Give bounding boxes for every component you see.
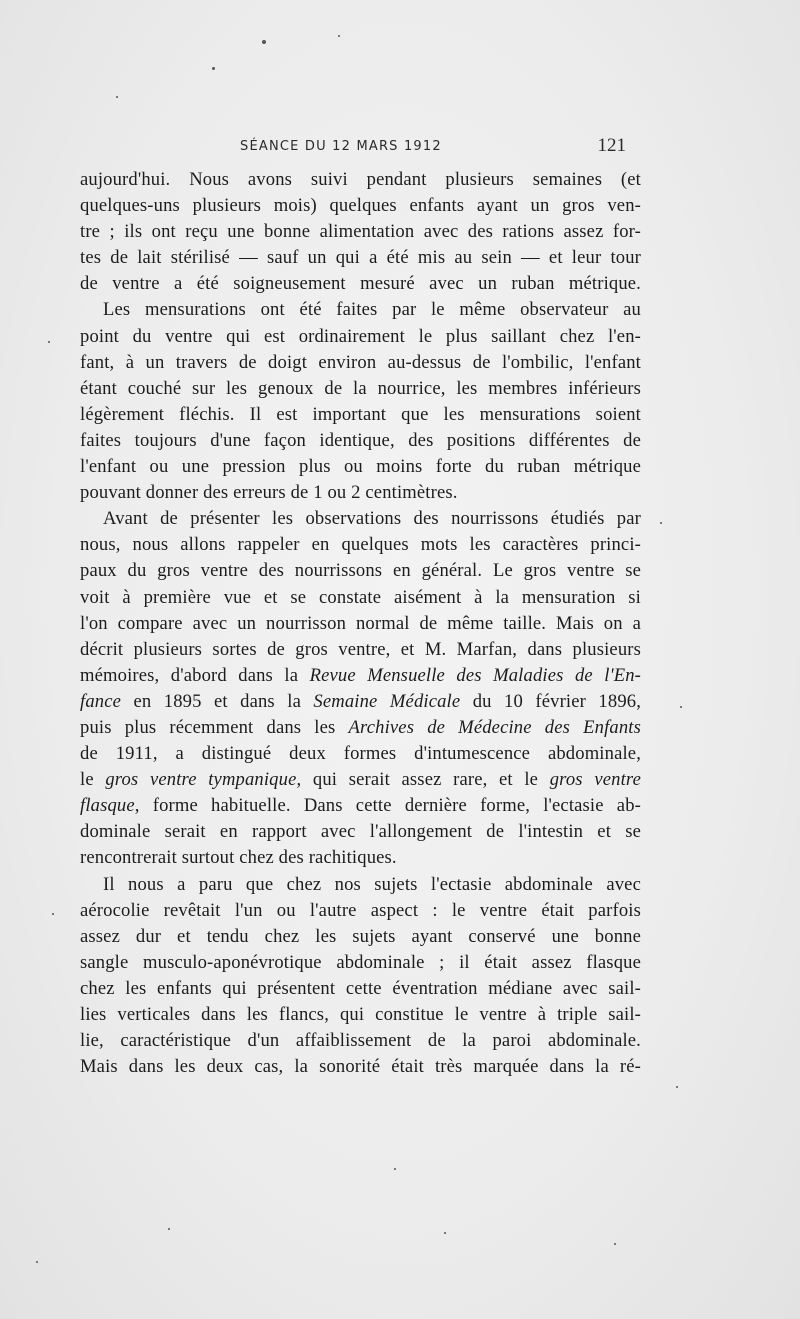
text-line: aujourd'hui. Nous avons suivi pendant plusieurs semaines (et	[80, 169, 641, 190]
term-italic: flasque	[80, 795, 135, 817]
scan-speck	[48, 341, 50, 343]
text-line: fance en 1895 et dans la Semaine Médicale du 10 février 1896,	[80, 690, 642, 712]
text-line: faites toujours d'une façon identique, des positions différentes de	[80, 429, 641, 451]
text-line: lie, caractéristique d'un affaiblissement de la paroi abdominale.	[80, 1030, 641, 1052]
scan-speck	[116, 96, 118, 98]
scan-speck	[36, 1261, 38, 1263]
text-line: puis plus récemment dans les Archives de Médecine des Enfants	[80, 716, 641, 738]
text-line: pouvant donner des erreurs de 1 ou 2 centimètres.	[80, 482, 458, 504]
scan-speck	[660, 522, 662, 524]
scan-speck	[338, 35, 340, 37]
text-line: chez les enfants qui présentent cette éventration médiane avec sail-	[80, 977, 641, 999]
scan-speck	[212, 67, 215, 70]
scan-speck	[444, 1232, 446, 1234]
journal-title: Semaine Médicale	[313, 690, 461, 712]
text-line: flasque, forme habituelle. Dans cette dernière forme, l'ectasie ab-	[80, 795, 641, 817]
scan-speck	[52, 913, 54, 915]
text-line: paux du gros ventre des nourrissons en général. Le gros ventre se	[80, 560, 641, 582]
text-line: assez dur et tendu chez les sujets ayant conservé une bonne	[80, 925, 641, 947]
text-line: sangle musculo-aponévrotique abdominale ; il était assez flasque	[80, 951, 641, 973]
text-line: mémoires, d'abord dans la Revue Mensuelle des Maladies de l'En-	[80, 664, 641, 686]
text-line: rencontrerait surtout chez des rachitiques.	[80, 847, 397, 869]
text-line: quelques-uns plusieurs mois) quelques enfants ayant un gros ven-	[80, 195, 641, 217]
text-line: décrit plusieurs sortes de gros ventre, et M. Marfan, dans plusieurs	[80, 638, 641, 660]
body-text	[80, 167, 641, 1080]
text-line: Mais dans les deux cas, la sonorité était très marquée dans la ré-	[80, 1056, 641, 1078]
paragraph-start-line: Les mensurations ont été faites par le même observateur au	[103, 299, 641, 321]
scan-speck	[168, 1228, 170, 1230]
text-line: fant, à un travers de doigt environ au-dessus de l'ombilic, l'enfant	[80, 351, 641, 373]
scan-speck	[262, 40, 266, 44]
page-header	[80, 135, 628, 161]
page-number: 121	[597, 135, 626, 156]
running-head: SÉANCE DU 12 MARS 1912	[240, 139, 442, 154]
term-italic: gros ventre	[549, 769, 641, 791]
text-line: voit à première vue et se constate aisément à la mensuration si	[80, 586, 641, 608]
text-line: dominale serait en rapport avec l'allongement de l'intestin et se	[80, 821, 641, 843]
text-line: légèrement fléchis. Il est important que les mensurations soient	[80, 403, 641, 425]
journal-title: fance	[80, 690, 122, 712]
text-line: point du ventre qui est ordinairement le plus saillant chez l'en-	[80, 325, 641, 347]
text-line: étant couché sur les genoux de la nourrice, les membres inférieurs	[80, 377, 641, 399]
journal-title: Archives de Médecine des Enfants	[348, 716, 641, 738]
text-line: tre ; ils ont reçu une bonne alimentation avec des rations assez for-	[80, 221, 641, 243]
term-italic: gros ventre tympanique	[105, 769, 297, 791]
scan-speck	[614, 1243, 616, 1245]
text-line: l'enfant ou une pression plus ou moins forte du ruban métrique	[80, 456, 641, 478]
text-line: l'on compare avec un nourrisson normal de même taille. Mais on a	[80, 612, 641, 634]
scan-speck	[394, 1168, 396, 1170]
text-line: nous, nous allons rappeler en quelques mots les caractères princi-	[80, 534, 641, 556]
text-line: aérocolie revêtait l'un ou l'autre aspect : le ventre était parfois	[80, 899, 641, 921]
text-line: de ventre a été soigneusement mesuré avec un ruban métrique.	[80, 273, 641, 295]
text-line: tes de lait stérilisé — sauf un qui a été mis au sein — et leur tour	[80, 247, 641, 269]
text-line: le gros ventre tympanique, qui serait assez rare, et le gros ventre	[80, 769, 641, 791]
scan-speck	[680, 706, 682, 708]
paragraph-start-line: Il nous a paru que chez nos sujets l'ectasie abdominale avec	[103, 873, 641, 895]
paragraph-start-line: Avant de présenter les observations des nourrissons étudiés par	[103, 508, 641, 530]
text-line: de 1911, a distingué deux formes d'intumescence abdominale,	[80, 743, 641, 765]
journal-title: Revue Mensuelle des Maladies de l'En-	[309, 664, 641, 686]
scan-speck	[676, 1086, 678, 1088]
text-line: lies verticales dans les flancs, qui constitue le ventre à triple sail-	[80, 1004, 641, 1025]
